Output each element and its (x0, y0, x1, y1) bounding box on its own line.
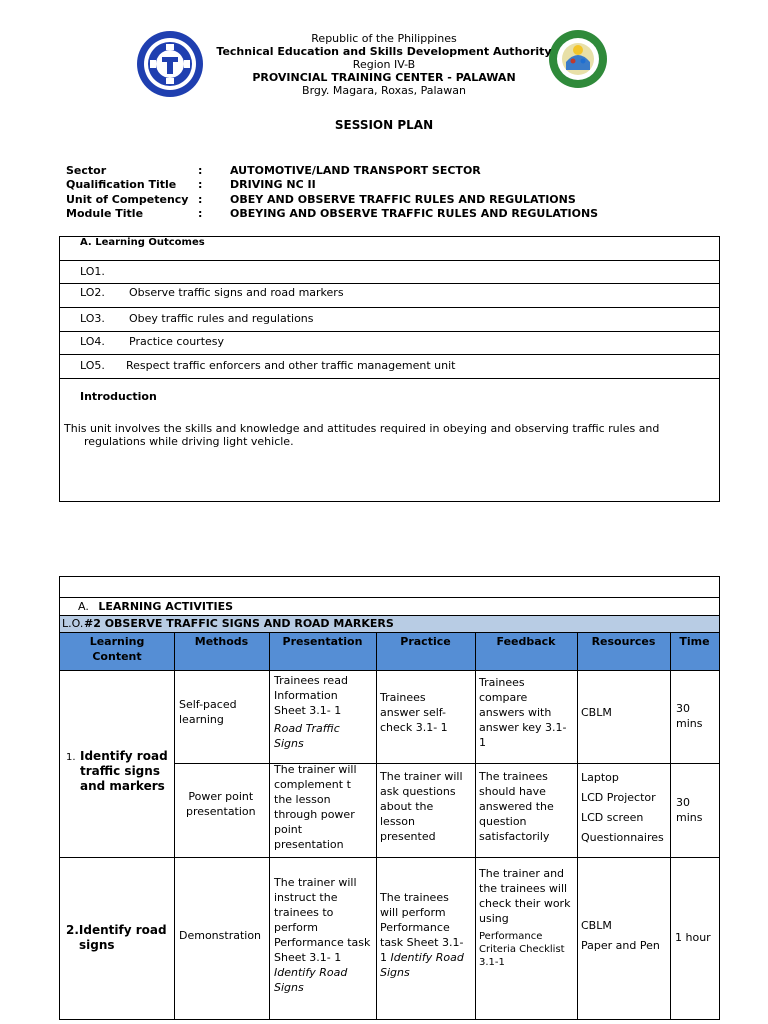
row1b-feedback: The trainees should have answered the question satisfactorily (479, 770, 554, 843)
header-center: PROVINCIAL TRAINING CENTER - PALAWAN (252, 71, 516, 84)
lo4-text: Practice courtesy (129, 335, 225, 348)
module-value: OBEYING AND OBSERVE TRAFFIC RULES AND REGULATIONS (230, 207, 599, 220)
lo-bar-prefix: L.O. (62, 617, 84, 630)
qualification-value: DRIVING NC II (230, 178, 316, 191)
row1b-practice: The trainer will ask questions about the lesson presented (380, 770, 463, 843)
row1a-method: Self-paced learning (179, 698, 237, 726)
col-feedback: Feedback (496, 635, 556, 648)
lo2-number: LO2. (80, 286, 105, 299)
colon: : (198, 164, 203, 177)
col-presentation: Presentation (282, 635, 363, 648)
introduction-line-2: regulations while driving light vehicle. (84, 435, 294, 448)
row2-presentation: The trainer will instruct the trainees to perform Performance task Sheet 3.1- 1 Identify Road Signs (274, 876, 371, 994)
row1b-method: Power point presentation (186, 790, 256, 818)
col-learning-content: Learning Content (89, 635, 145, 663)
introduction-line-1: This unit involves the skills and knowledge and attitudes required in obeying and observing traffic rules and (64, 422, 660, 435)
lo1-number: LO1. (80, 265, 105, 278)
lo2-text: Observe traffic signs and road markers (129, 286, 344, 299)
lo5-text: Respect traffic enforcers and other traffic management unit (126, 359, 456, 372)
header-country: Republic of the Philippines (311, 32, 457, 45)
sector-label: Sector (66, 164, 107, 177)
row2-practice: The trainees will perform Performance task Sheet 3.1- 1 Identify Road Signs (380, 891, 464, 979)
lo5-number: LO5. (80, 359, 105, 372)
col-resources: Resources (591, 635, 656, 648)
introduction-heading: Introduction (80, 390, 157, 403)
lo-bar (60, 615, 719, 633)
row1a-feedback: Trainees compare answers with answer key 3.1- 1 (479, 676, 567, 749)
row1b-presentation: The trainer will complement t the lesson through power point presentation (274, 763, 357, 851)
learning-outcomes-table (59, 236, 720, 502)
row2-feedback: The trainer and the trainees will check their work using Performance Criteria Checklist 3.1-1 (479, 867, 571, 968)
module-label: Module Title (66, 207, 144, 220)
unit-label: Unit of Competency (66, 193, 189, 206)
row2-content: 2.Identify road signs (66, 923, 167, 952)
lo3-text: Obey traffic rules and regulations (129, 312, 314, 325)
activities-heading-prefix: A. (78, 600, 89, 613)
row1a-resources: CBLM (581, 706, 612, 719)
qualification-label: Qualification Title (66, 178, 177, 191)
page-title: SESSION PLAN (334, 118, 434, 132)
row2-method: Demonstration (179, 929, 262, 942)
col-methods: Methods (194, 635, 249, 648)
row1-content: 1. Identify road traffic signs and markers (66, 749, 168, 793)
activities-heading-text: LEARNING ACTIVITIES (98, 600, 234, 613)
lo3-number: LO3. (80, 312, 105, 325)
col-practice: Practice (400, 635, 451, 648)
row2-resources: CBLM Paper and Pen (581, 919, 660, 952)
row1a-practice: Trainees answer self- check 3.1- 1 (380, 691, 448, 734)
lo4-number: LO4. (80, 335, 105, 348)
col-time: Time (679, 635, 710, 648)
row1b-resources: Laptop LCD Projector LCD screen Questionnaires (581, 771, 664, 844)
lo-bar-title: #2 OBSERVE TRAFFIC SIGNS AND ROAD MARKERS (84, 617, 394, 630)
activities-heading (78, 600, 233, 613)
row1a-time: 30 mins (676, 702, 703, 730)
colon: : (198, 207, 203, 220)
header-region: Region IV-B (352, 58, 416, 71)
unit-value: OBEY AND OBSERVE TRAFFIC RULES AND REGULATIONS (230, 193, 576, 206)
outcomes-heading: A. Learning Outcomes (80, 237, 205, 248)
sector-value: AUTOMOTIVE/LAND TRANSPORT SECTOR (230, 164, 481, 177)
colon: : (198, 193, 203, 206)
colon: : (198, 178, 203, 191)
row2-time: 1 hour (675, 931, 711, 944)
learning-activities-table (59, 576, 720, 1020)
header-agency: Technical Education and Skills Development Authority (216, 45, 552, 58)
row1b-time: 30 mins (676, 796, 703, 824)
row1a-presentation: Trainees read Information Sheet 3.1- 1 Road Traffic Signs (274, 674, 348, 750)
header-address: Brgy. Magara, Roxas, Palawan (302, 84, 466, 97)
